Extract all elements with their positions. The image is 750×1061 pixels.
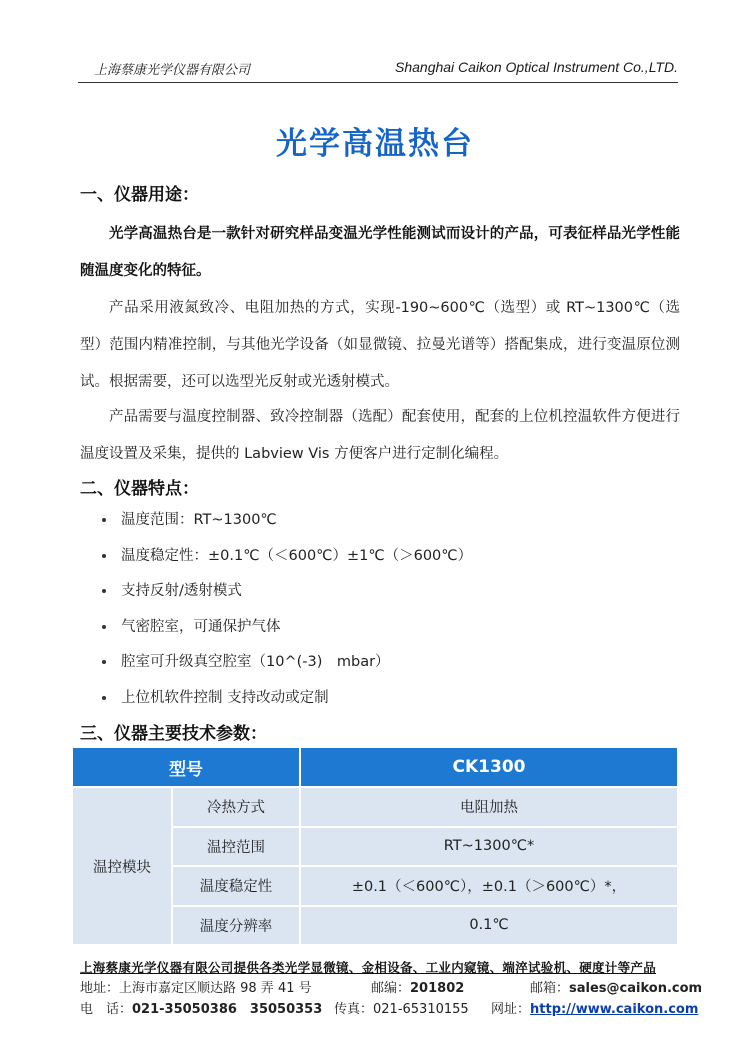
footer-fax: 传真：021-65310155 [334,1002,469,1017]
page-title: 光学高温热台 [276,126,474,162]
table-param-name: 温度分辨率 [172,906,300,946]
footer-address: 地址：上海市嘉定区顺达路 98 弄 41 号 [80,981,312,996]
feature-list [102,503,472,716]
header-company-cn: 上海蔡康光学仪器有限公司 [94,63,251,78]
bullet-icon [102,589,106,593]
email-link[interactable]: sales@caikon.com [569,981,703,996]
feature-item: 腔室可升级真空腔室（10^(-3) mbar） [102,645,472,681]
paragraph-software: 产品需要与温度控制器、致冷控制器（选配）配套使用，配套的上位机控温软件方便进行温度设置及采集，提供的 Labview Vis 方便客户进行定制化编程。 [80,409,680,462]
footer-tagline: 上海蔡康光学仪器有限公司提供各类光学显微镜、金相设备、工业内窥镜、端淬试验机、硬度计等产品 [80,960,657,975]
feature-item: 温度范围：RT~1300℃ [102,503,472,539]
section-heading-purpose: 一、仪器用途： [80,185,199,205]
header-company-en: Shanghai Caikon Optical Instrument Co.,LTD. [395,59,678,75]
table-param-name: 温度稳定性 [172,866,300,906]
table-param-name: 冷热方式 [172,787,300,827]
footer-postcode: 邮编：201802 [371,981,465,996]
feature-item: 上位机软件控制 支持改动或定制 [102,681,472,717]
header-divider [78,82,678,83]
website-link[interactable]: http://www.caikon.com [530,1002,699,1017]
bullet-icon [102,660,106,664]
table-param-name: 温控范围 [172,827,300,867]
feature-item: 气密腔室，可通保护气体 [102,610,472,646]
table-param-value: ±0.1（＜600℃），±0.1（＞600℃）*， [300,866,678,906]
footer-website: 网址：http://www.caikon.com [491,1002,699,1017]
bullet-icon [102,625,106,629]
section-heading-specs: 三、仪器主要技术参数： [80,724,267,744]
bullet-icon [102,696,106,700]
table-header-model-label: 型号 [72,747,300,787]
feature-item: 温度稳定性：±0.1℃（＜600℃）±1℃（＞600℃） [102,539,472,575]
footer-phone: 电 话：021-35050386 35050353 [80,1002,323,1017]
spec-table [71,746,679,946]
section-heading-features: 二、仪器特点： [80,479,199,499]
bullet-icon [102,554,106,558]
bullet-icon [102,518,106,522]
table-param-value: 0.1℃ [300,906,678,946]
table-module-cell: 温控模块 [72,787,172,945]
table-header-model-value: CK1300 [300,747,678,787]
feature-item: 支持反射/透射模式 [102,574,472,610]
footer-email: 邮箱：sales@caikon.com [530,981,703,996]
table-row [72,787,678,827]
paragraph-intro: 光学高温热台是一款针对研究样品变温光学性能测试而设计的产品，可表征样品光学性能随温度变化的特征。 [80,226,680,279]
table-param-value: 电阻加热 [300,787,678,827]
paragraph-method: 产品采用液氮致冷、电阻加热的方式，实现-190~600℃（选型）或 RT~1300℃（选型）范围内精准控制，与其他光学设备（如显微镜、拉曼光谱等）搭配集成，进行变温原位测试。根据需要，还可以选型光反射或光透射模式。 [80,300,680,390]
table-param-value: RT~1300℃* [300,827,678,867]
